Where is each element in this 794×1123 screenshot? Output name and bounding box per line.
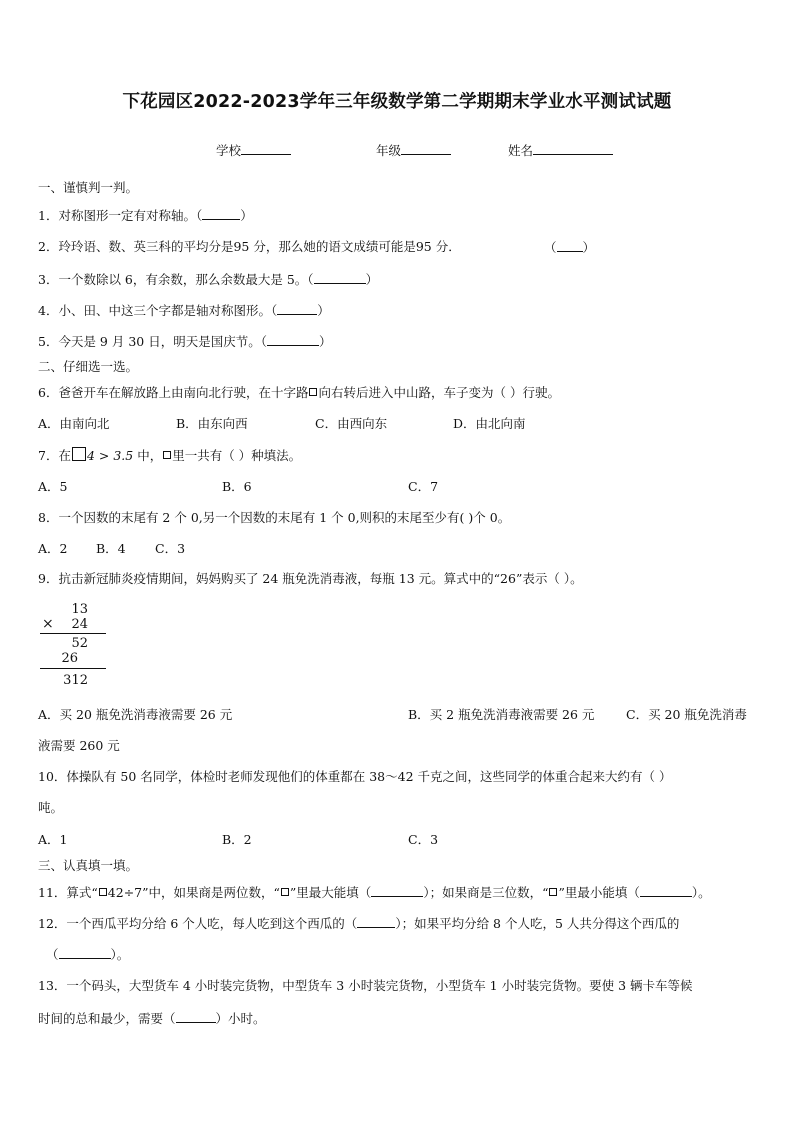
school-blank[interactable] bbox=[241, 142, 291, 155]
calc-multiplier: 24 bbox=[71, 617, 88, 632]
calc-result: 312 bbox=[63, 673, 88, 688]
section2-heading: 二、仔细选一选。 bbox=[38, 359, 139, 374]
q13-answer-blank[interactable] bbox=[176, 1010, 216, 1023]
placeholder-box bbox=[309, 388, 317, 396]
q6-option-c[interactable]: C．由西向东 bbox=[315, 416, 388, 431]
question-13-continued: 时间的总和最少，需要（ ）小时。 bbox=[38, 1011, 266, 1026]
q10-option-b[interactable]: B．2 bbox=[222, 832, 252, 847]
q9-option-c[interactable]: C．买 20 瓶免洗消毒 bbox=[626, 707, 747, 722]
q8-option-c[interactable]: C．3 bbox=[155, 541, 186, 556]
q2-answer: （ ） bbox=[544, 240, 596, 255]
q7-expression: 4 > 3.5 bbox=[86, 448, 134, 463]
question-1: 1．对称图形一定有对称轴。（ ） bbox=[38, 208, 253, 223]
q5-answer-blank[interactable] bbox=[267, 333, 319, 346]
name-field bbox=[508, 141, 613, 159]
section3-heading: 三、认真填一填。 bbox=[38, 858, 139, 873]
question-13: 13．一个码头，大型货车 4 小时装完货物，中型货车 3 小时装完货物，小型货车 1 小时装完货物。要使 3 辆卡车等候 bbox=[38, 978, 693, 993]
q6-option-d[interactable]: D．由北向南 bbox=[453, 416, 526, 431]
question-6: 6．爸爸开车在解放路上由南向北行驶，在十字路 向右转后进入中山路，车子变为（ ）行驶。 bbox=[38, 385, 560, 400]
calc-rule-1 bbox=[40, 633, 106, 634]
vertical-multiplication bbox=[40, 600, 120, 692]
q9-option-b[interactable]: B．买 2 瓶免洗消毒液需要 26 元 bbox=[408, 707, 595, 722]
q11-answer-blank-1[interactable] bbox=[371, 884, 423, 897]
q6-option-b[interactable]: B．由东向西 bbox=[176, 416, 248, 431]
question-2: 2．玲玲语、数、英三科的平均分是95 分，那么她的语文成绩可能是95 分． bbox=[38, 239, 461, 254]
q8-option-b[interactable]: B．4 bbox=[96, 541, 126, 556]
q1-answer-blank[interactable] bbox=[202, 207, 240, 220]
q4-answer-blank[interactable] bbox=[277, 302, 317, 315]
q7-option-c[interactable]: C．7 bbox=[408, 479, 439, 494]
question-9: 9．抗击新冠肺炎疫情期间，妈妈购买了 24 瓶免洗消毒液，每瓶 13 元。算式中的“26”表示（ ）。 bbox=[38, 571, 583, 586]
question-10-continued: 吨。 bbox=[38, 800, 64, 815]
multiply-sign: × bbox=[42, 616, 54, 632]
calc-partial-2: 26 bbox=[61, 651, 78, 666]
question-10: 10．体操队有 50 名同学，体检时老师发现他们的体重都在 38～42 千克之间，这些同学的体重合起来大约有（ ） bbox=[38, 769, 672, 784]
q6-option-a[interactable]: A．由南向北 bbox=[38, 416, 110, 431]
question-7: 7．在 4 > 3.5 中， 里一共有（ ）种填法。 bbox=[38, 448, 302, 463]
fill-box[interactable] bbox=[72, 447, 86, 461]
grade-field bbox=[376, 141, 451, 159]
question-4: 4．小、田、中这三个字都是轴对称图形。（ ） bbox=[38, 303, 330, 318]
grade-blank[interactable] bbox=[401, 142, 451, 155]
name-blank[interactable] bbox=[533, 142, 613, 155]
q11-answer-blank-2[interactable] bbox=[640, 884, 692, 897]
calc-rule-2 bbox=[40, 668, 106, 669]
q7-option-a[interactable]: A．5 bbox=[38, 479, 68, 494]
question-3: 3．一个数除以 6，有余数，那么余数最大是 5。（ ） bbox=[38, 272, 379, 287]
placeholder-box bbox=[281, 888, 289, 896]
calc-multiplicand: 13 bbox=[71, 602, 88, 617]
exam-title: 下花园区2022-2023学年三年级数学第二学期期末学业水平测试试题 bbox=[122, 92, 672, 112]
school-field bbox=[216, 141, 291, 159]
q8-option-a[interactable]: A．2 bbox=[38, 541, 68, 556]
school-label: 学校 bbox=[216, 143, 242, 158]
placeholder-box bbox=[163, 451, 171, 459]
q10-option-c[interactable]: C．3 bbox=[408, 832, 439, 847]
placeholder-box bbox=[549, 888, 557, 896]
q9-option-a[interactable]: A．买 20 瓶免洗消毒液需要 26 元 bbox=[38, 707, 233, 722]
question-11: 11．算式“ 42÷7”中，如果商是两位数，“ ”里最大能填（ ）；如果商是三位数，“ ”里最小能填（ ）。 bbox=[38, 885, 711, 900]
question-8: 8．一个因数的末尾有 2 个 0,另一个因数的末尾有 1 个 0,则积的末尾至少有( )个 0。 bbox=[38, 510, 511, 525]
name-label: 姓名 bbox=[508, 143, 534, 158]
placeholder-box bbox=[99, 888, 107, 896]
q3-answer-blank[interactable] bbox=[314, 271, 366, 284]
q7-option-b[interactable]: B．6 bbox=[222, 479, 252, 494]
question-12-continued: （ ）。 bbox=[46, 947, 130, 962]
q9-option-c-continued: 液需要 260 元 bbox=[38, 738, 120, 753]
q2-answer-blank[interactable] bbox=[557, 239, 583, 252]
calc-partial-1: 52 bbox=[71, 636, 88, 651]
question-12: 12．一个西瓜平均分给 6 个人吃，每人吃到这个西瓜的（ ）；如果平均分给 8 个人吃，5 人共分得这个西瓜的 bbox=[38, 916, 680, 931]
q12-answer-blank-2[interactable] bbox=[59, 946, 111, 959]
q10-option-a[interactable]: A．1 bbox=[38, 832, 68, 847]
grade-label: 年级 bbox=[376, 143, 402, 158]
q12-answer-blank-1[interactable] bbox=[357, 915, 395, 928]
question-5: 5．今天是 9 月 30 日，明天是国庆节。（ ） bbox=[38, 334, 332, 349]
section1-heading: 一、谨慎判一判。 bbox=[38, 180, 139, 195]
